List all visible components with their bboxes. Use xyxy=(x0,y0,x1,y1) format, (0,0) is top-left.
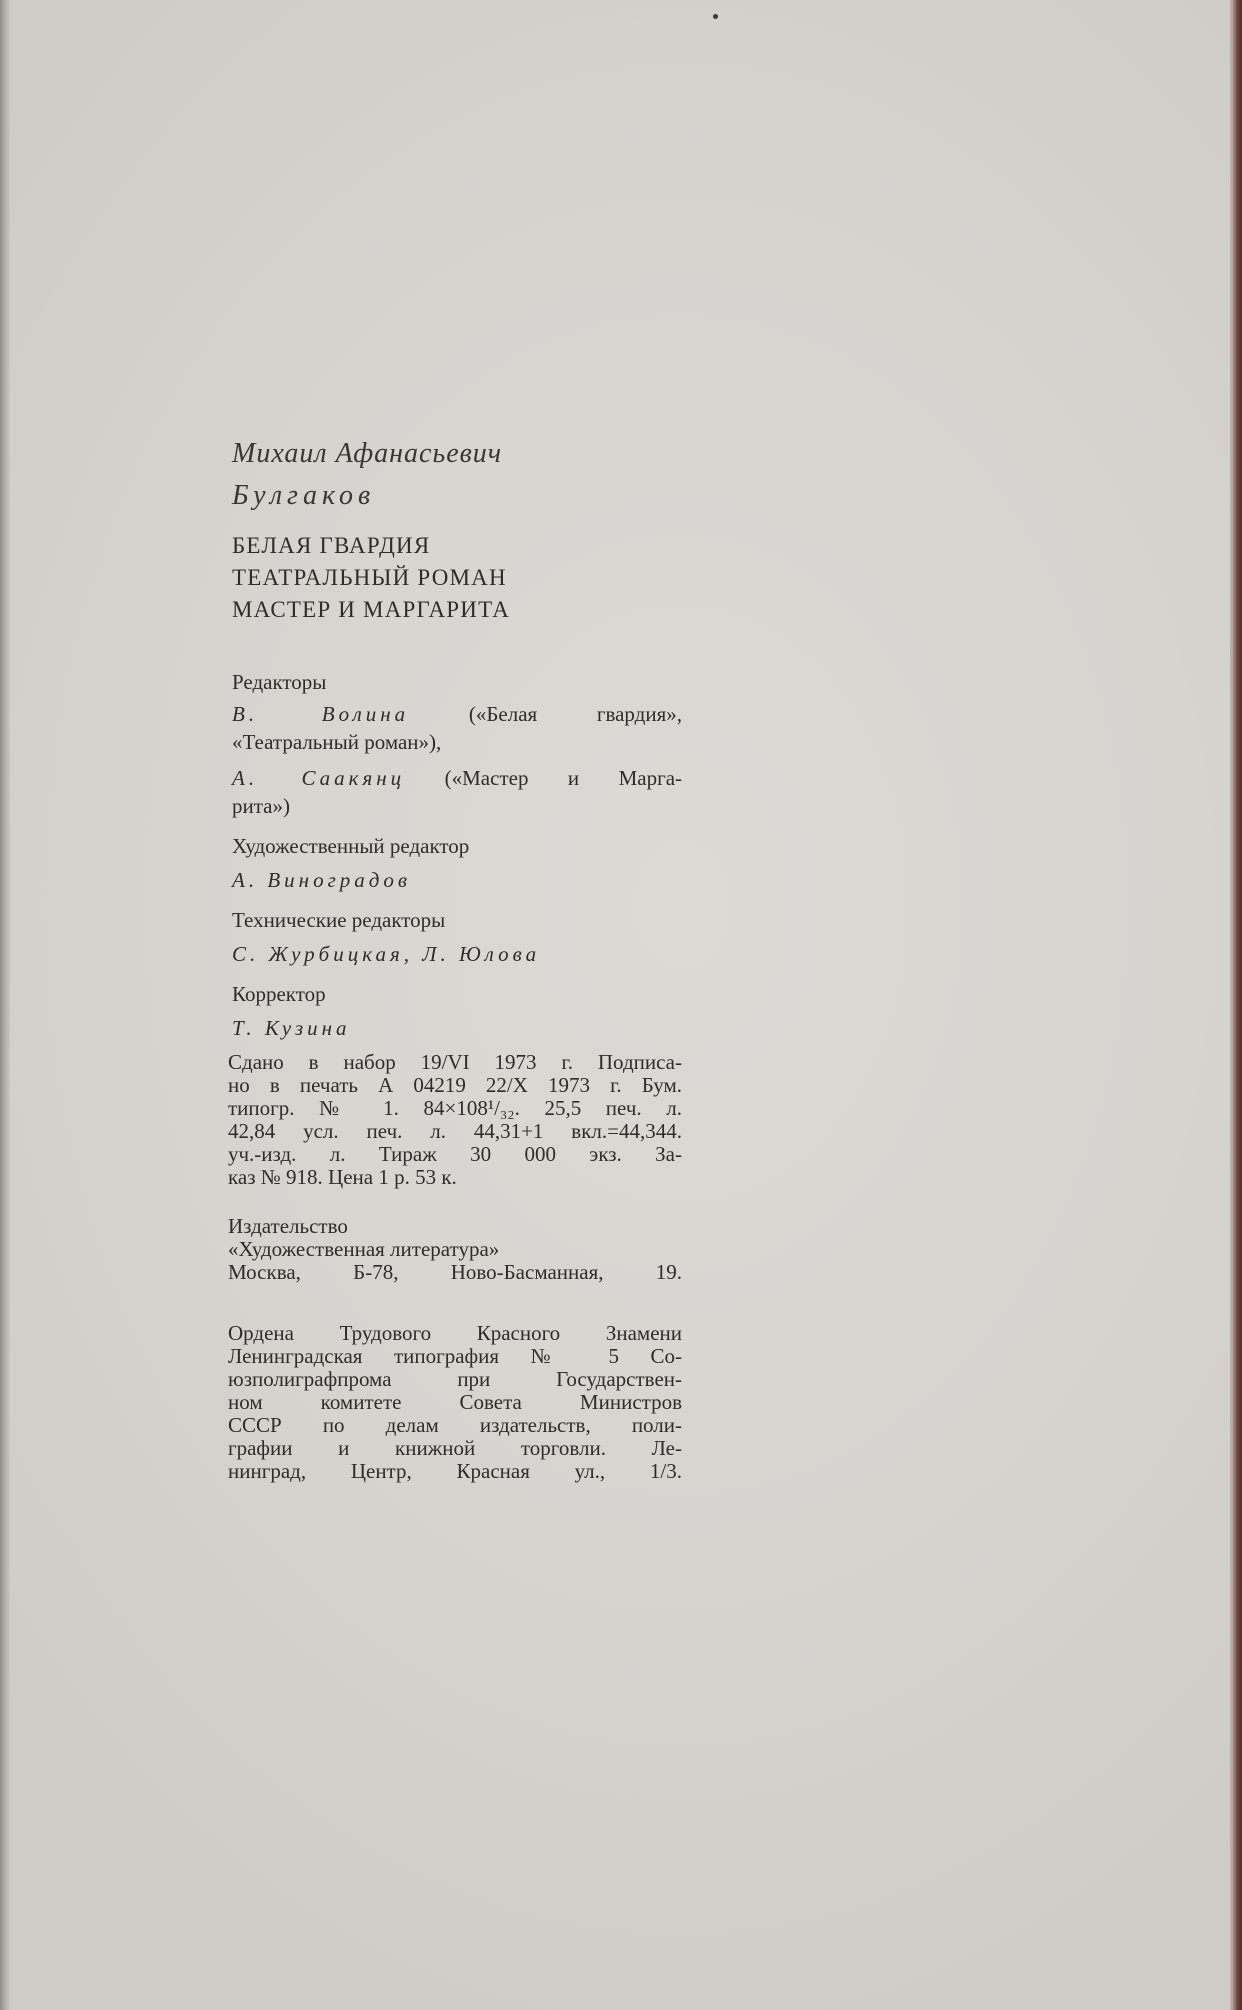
publisher-line: «Художественная литература» xyxy=(228,1237,500,1261)
print-info-line: Сдано в набор 19/VI 1973 г. Подписа- xyxy=(228,1050,682,1074)
editor1-note: («Белая гвардия», xyxy=(468,702,682,726)
printer-line: ном комитете Совета Министров xyxy=(228,1390,682,1414)
author-last-name: Булгаков xyxy=(232,480,376,511)
editor2-note: («Мастер и Марга- xyxy=(444,766,683,790)
print-info xyxy=(228,1051,682,1189)
editor1-line1 xyxy=(232,700,682,728)
publisher-info xyxy=(228,1215,682,1284)
printer-line: графии и книжной торговли. Ле- xyxy=(228,1436,682,1460)
tech-editors-label: Технические редакторы xyxy=(232,908,446,932)
corrector-name: Т. Кузина xyxy=(232,1016,351,1040)
print-info-line: 42,84 усл. печ. л. 44,31+1 вкл.=44,344. xyxy=(228,1119,682,1143)
editors-label: Редакторы xyxy=(232,670,327,694)
title-line: МАСТЕР И МАРГАРИТА xyxy=(232,597,511,622)
art-editor-name: А. Виноградов xyxy=(232,868,412,892)
printer-line: юзполиграфпрома при Государствен- xyxy=(228,1367,682,1391)
editor2-note-cont: рита») xyxy=(232,794,290,818)
printer-info xyxy=(228,1322,682,1483)
page-speck xyxy=(713,14,718,19)
editor2-line1 xyxy=(232,764,682,792)
print-info-line: уч.-изд. л. Тираж 30 000 экз. За- xyxy=(228,1142,682,1166)
editor1-name: В. Волина xyxy=(232,702,410,726)
corrector-label: Корректор xyxy=(232,982,326,1006)
print-info-line: типогр. № 1. 84×108¹/₃₂. 25,5 печ. л. xyxy=(228,1096,682,1120)
editor2-name: А. Саакянц xyxy=(232,766,406,790)
publisher-line: Издательство xyxy=(228,1214,348,1238)
printer-line: СССР по делам издательств, поли- xyxy=(228,1413,682,1437)
printer-line: нинград, Центр, Красная ул., 1/3. xyxy=(228,1459,682,1483)
author-first-name: Михаил Афанасьевич xyxy=(232,438,503,469)
printer-line: Ленинградская типография № 5 Со- xyxy=(228,1344,682,1368)
print-info-line: но в печать А 04219 22/X 1973 г. Бум. xyxy=(228,1073,682,1097)
editor1-note-cont: «Театральный роман»), xyxy=(232,730,442,754)
title-line: ТЕАТРАЛЬНЫЙ РОМАН xyxy=(232,565,507,590)
credits-block xyxy=(232,668,682,1042)
tech-editors-names: С. Журбицкая, Л. Юлова xyxy=(232,942,541,966)
book-titles xyxy=(232,530,510,626)
art-editor-label: Художественный редактор xyxy=(232,834,470,858)
printer-line: Ордена Трудового Красного Знамени xyxy=(228,1321,682,1345)
print-info-line: каз № 918. Цена 1 р. 53 к. xyxy=(228,1165,457,1189)
publisher-line: Москва, Б-78, Ново-Басманная, 19. xyxy=(228,1260,682,1284)
title-line: БЕЛАЯ ГВАРДИЯ xyxy=(232,533,431,558)
